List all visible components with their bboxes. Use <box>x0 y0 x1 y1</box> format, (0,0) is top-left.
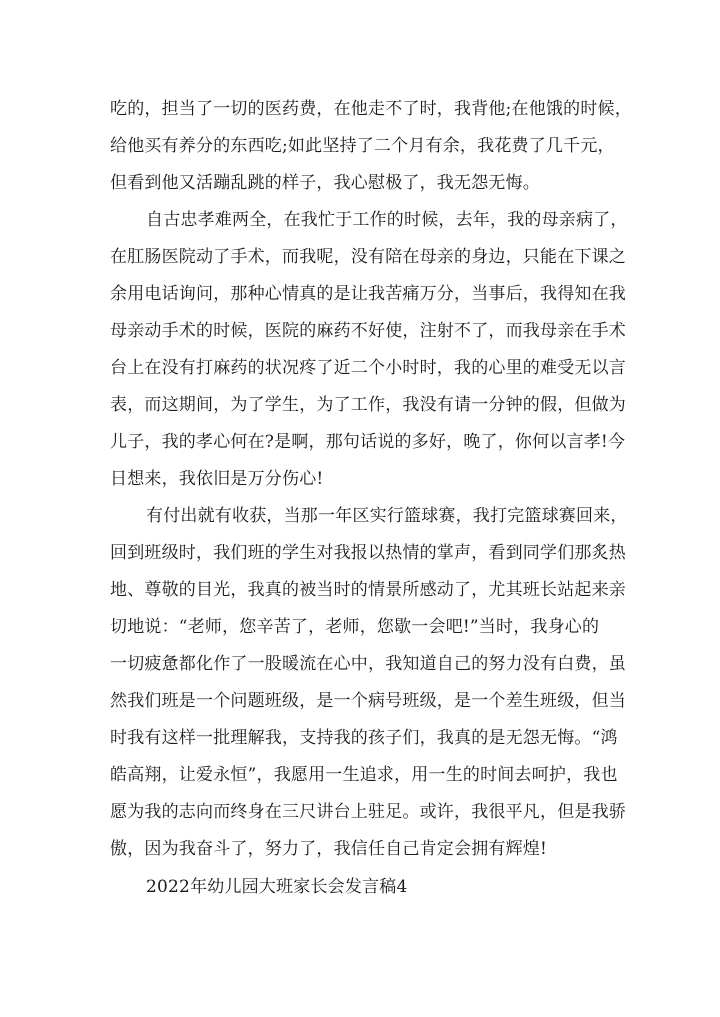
paragraph-1-line-3: 但看到他又活蹦乱跳的样子，我心慰极了，我无怨无悔。 <box>110 173 540 193</box>
paragraph-2-line-5: 台上在没有打麻药的状况疼了近二个小时时，我的心里的难受无以言 <box>110 358 626 378</box>
paragraph-2-line-2: 在肛肠医院动了手术，而我呢，没有陪在母亲的身边，只能在下课之 <box>110 247 626 267</box>
paragraph-2-line-7: 儿子，我的孝心何在?是啊，那句话说的多好，晚了，你何以言孝!今 <box>110 432 626 452</box>
paragraph-2-line-1: 自古忠孝难两全，在我忙于工作的时候，去年，我的母亲病了， <box>146 210 628 230</box>
paragraph-3-line-9: 愿为我的志向而终身在三尺讲台上驻足。或许，我很平凡，但是我骄 <box>110 802 626 822</box>
paragraph-1-line-1: 吃的，担当了一切的医药费，在他走不了时，我背他;在他饿的时候， <box>110 99 632 119</box>
paragraph-3-line-6: 然我们班是一个问题班级，是一个病号班级，是一个差生班级，但当 <box>110 691 626 711</box>
paragraph-3-line-4: 切地说：“老师，您辛苦了，老师，您歇一会吧!”当时，我身心的 <box>110 617 600 637</box>
paragraph-3-line-1: 有付出就有收获，当那一年区实行篮球赛，我打完篮球赛回来， <box>146 506 628 526</box>
paragraph-3-line-2: 回到班级时，我们班的学生对我报以热情的掌声，看到同学们那炙热 <box>110 543 626 563</box>
paragraph-3-line-3: 地、尊敬的目光，我真的被当时的情景所感动了，尤其班长站起来亲 <box>110 580 626 600</box>
paragraph-2-line-4: 母亲动手术的时候，医院的麻药不好使，注射不了，而我母亲在手术 <box>110 321 626 341</box>
paragraph-2-line-8: 日想来，我依旧是万分伤心! <box>110 469 324 489</box>
paragraph-3-line-7: 时我有这样一批理解我，支持我的孩子们，我真的是无怨无悔。“鸿 <box>110 728 618 748</box>
paragraph-1-line-2: 给他买有养分的东西吃;如此坚持了二个月有余，我花费了几千元， <box>110 136 615 156</box>
paragraph-3-line-5: 一切疲惫都化作了一股暖流在心中，我知道自己的努力没有白费，虽 <box>110 654 626 674</box>
paragraph-2-line-3: 余用电话询问，那种心情真的是让我苦痛万分，当事后，我得知在我 <box>110 284 626 304</box>
section-heading: 2022年幼儿园大班家长会发言稿4 <box>146 877 408 897</box>
paragraph-3-line-8: 皓高翔，让爱永恒”，我愿用一生追求，用一生的时间去呵护，我也 <box>110 765 618 785</box>
paragraph-2-line-6: 表，而这期间，为了学生，为了工作，我没有请一分钟的假，但做为 <box>110 395 626 415</box>
paragraph-3-line-10: 傲，因为我奋斗了，努力了，我信任自己肯定会拥有辉煌! <box>110 839 548 859</box>
